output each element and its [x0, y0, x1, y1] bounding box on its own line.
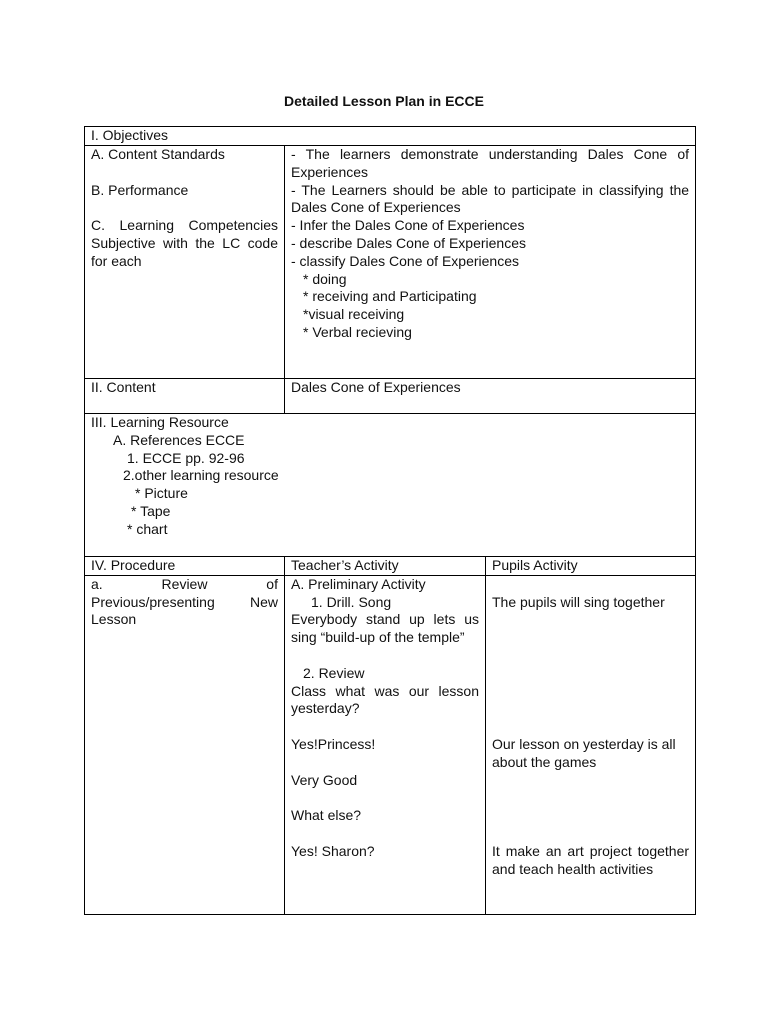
document-title: Detailed Lesson Plan in ECCE [284, 93, 484, 109]
resource-item: * Picture [135, 485, 188, 502]
preliminary-activity: A. Preliminary Activity [291, 575, 426, 592]
pupils-activity-header: Pupils Activity [486, 557, 696, 576]
objective-sub-item: * Verbal recieving [303, 323, 412, 340]
pupil-response: The pupils will sing together [492, 593, 665, 610]
pupils-activity-cell [486, 575, 696, 914]
objective-line: - describe Dales Cone of Experiences [291, 234, 527, 251]
pupil-response: Our lesson on yesterday is all about the games [492, 735, 676, 770]
learning-resource-header: III. Learning Resource [91, 414, 229, 430]
teacher-line: Very Good [291, 771, 358, 788]
objective-line: - Infer the Dales Cone of Experiences [291, 217, 525, 234]
objective-sub-item: *visual receiving [303, 306, 405, 323]
reference-item: 2.other learning resource [123, 467, 279, 484]
objective-sub-item: * receiving and Participating [303, 288, 477, 305]
content-value: Dales Cone of Experiences [285, 379, 696, 414]
procedure-step-label: a. Review of Previous/presenting New Lesson [85, 575, 285, 914]
objectives-header-row [85, 127, 696, 146]
objective-line: - classify Dales Cone of Experiences [291, 252, 519, 269]
competencies-label: C. Learning Competencies Subjective with the LC code for each [91, 217, 278, 269]
content-standards-label: A. Content Standards [91, 146, 225, 162]
pupil-response: It make an art project together and teach health activities [492, 842, 690, 877]
resource-item: * Tape [131, 502, 171, 519]
objectives-detail-cell [285, 146, 696, 379]
teacher-line: Yes! Sharon? [291, 842, 375, 859]
resource-item: * chart [127, 520, 168, 537]
teacher-line: Yes!Princess! [291, 735, 376, 752]
learning-resource-row [85, 414, 696, 557]
procedure-row [85, 575, 696, 914]
procedure-header-row [85, 557, 696, 576]
teacher-line: What else? [291, 807, 362, 824]
lesson-plan-table [84, 126, 696, 915]
objectives-labels-cell [85, 146, 285, 379]
objectives-row [85, 146, 696, 379]
review-label: 2. Review [303, 664, 365, 681]
review-question: Class what was our lesson yesterday? [291, 682, 479, 717]
performance-label: B. Performance [91, 181, 189, 198]
objective-line: - The learners demonstrate understanding Dales Cone of Experiences [291, 146, 690, 180]
drill-text: Everybody stand up lets us sing “build-up of the temple” [291, 611, 479, 646]
content-label: II. Content [85, 379, 285, 414]
teacher-activity-cell [285, 575, 486, 914]
references-label: A. References ECCE [113, 431, 245, 448]
procedure-header: IV. Procedure [85, 557, 285, 576]
objective-sub-item: * doing [303, 270, 347, 287]
content-row [85, 379, 696, 414]
teacher-activity-header: Teacher’s Activity [285, 557, 486, 576]
objective-line: - The Learners should be able to participate in classifying the Dales Cone of Experiences [291, 181, 690, 216]
learning-resource-cell [85, 414, 696, 557]
reference-item: 1. ECCE pp. 92-96 [127, 449, 245, 466]
drill-song: 1. Drill. Song [311, 593, 392, 610]
objectives-header: I. Objectives [85, 127, 696, 146]
